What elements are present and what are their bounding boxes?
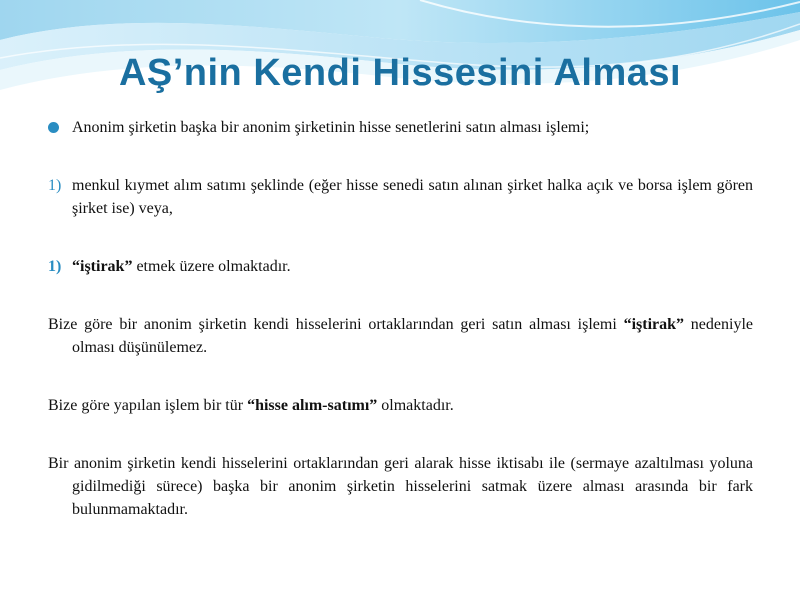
paragraph-text: Bize göre bir anonim şirketin kendi hisselerini ortaklarından geri satın alması işlemi bbox=[48, 316, 624, 333]
paragraph-text: nedeniyle olması düşünülemez. bbox=[72, 316, 753, 356]
bold-term: “iştirak” bbox=[623, 316, 685, 333]
numbered-paragraph-2 bbox=[48, 255, 753, 278]
paragraph-text: menkul kıymet alım satımı şeklinde (eğer hisse senedi satın alınan şirket halka açık ve borsa işlem gören şirket ise) veya, bbox=[72, 177, 753, 217]
slide-body bbox=[48, 116, 753, 521]
paragraph-text: olmaktadır. bbox=[377, 397, 454, 414]
bullet-paragraph bbox=[48, 116, 753, 139]
paragraph bbox=[48, 452, 753, 521]
list-number: 1) bbox=[48, 258, 62, 275]
paragraph-text: Anonim şirketin başka bir anonim şirketinin hisse senetlerini satın alması işlemi; bbox=[72, 119, 590, 136]
paragraph-text: Bize göre yapılan işlem bir tür bbox=[48, 397, 248, 414]
paragraph bbox=[48, 394, 753, 417]
paragraph-text: etmek üzere olmaktadır. bbox=[132, 258, 291, 275]
bullet-dot-icon bbox=[48, 122, 59, 133]
paragraph-text: Bir anonim şirketin kendi hisselerini ortaklarından geri alarak hisse iktisabı ile (sermaye azaltılması yoluna gidilmediği sürece) başka bir anonim şirketin hisselerini satmak üzere alması arasında bir fark bulunmamaktadır. bbox=[48, 455, 753, 518]
numbered-paragraph-1 bbox=[48, 174, 753, 220]
bold-term: “iştirak” bbox=[72, 258, 133, 275]
slide-title: AŞ’nin Kendi Hissesini Alması bbox=[118, 52, 682, 94]
paragraph bbox=[48, 313, 753, 359]
bold-term: “hisse alım-satımı” bbox=[247, 397, 378, 414]
list-number: 1) bbox=[48, 177, 62, 194]
